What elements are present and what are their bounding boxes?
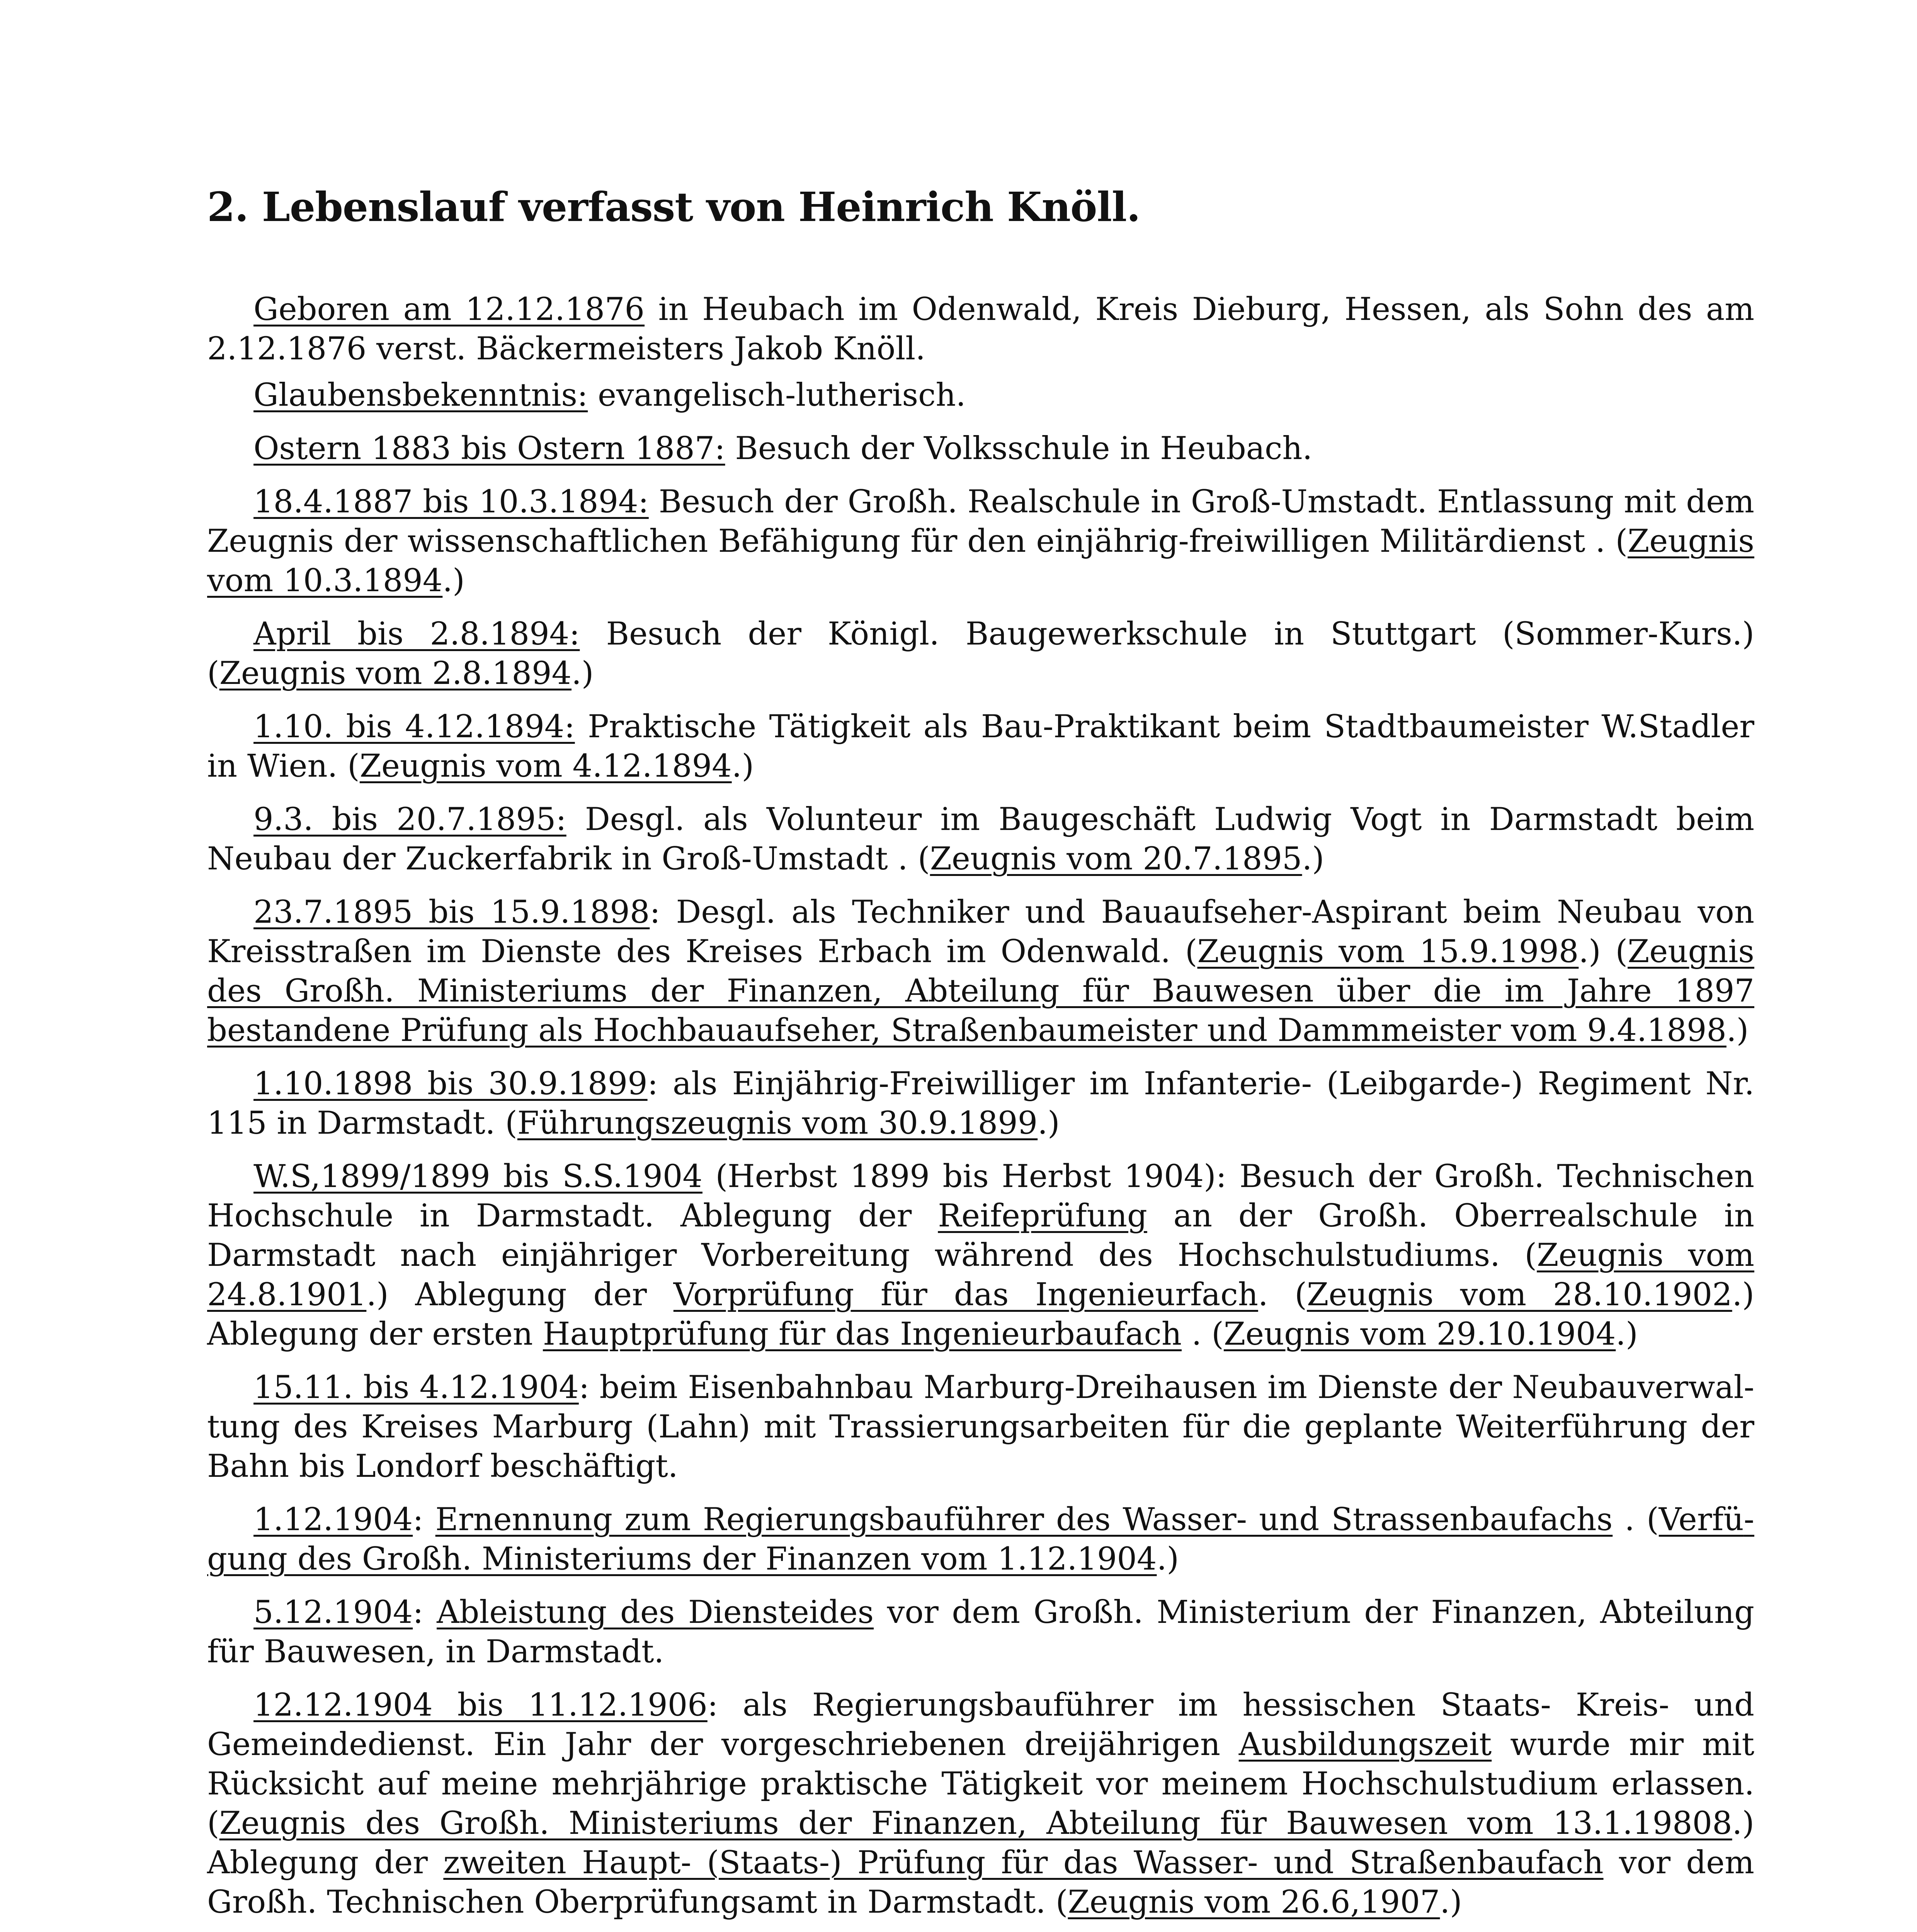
underlined-text: 1.10.1898 bis 30.9.1899: [253, 1066, 648, 1102]
paragraph: [207, 1368, 1754, 1486]
paragraph: [207, 429, 1754, 468]
text-segment: : als Einjährig-Freiwilliger im Infanterie- (Leibgarde-) Regiment Nr. 115 in Darmstadt. (: [207, 1066, 1754, 1141]
paragraph: [207, 376, 1754, 415]
text-segment: vor dem Großh. Ministerium der Finanzen, Abteilung für Bauwesen, in Darmstadt.: [207, 1594, 1754, 1670]
underlined-text: Ausbildungszeit: [1238, 1726, 1492, 1763]
underlined-text: 1.10. bis 4.12.1894:: [253, 709, 575, 745]
underlined-text: Geboren am 12.12.1876: [253, 291, 645, 328]
text-segment: .) Ablegung der ersten: [207, 1277, 1755, 1352]
underlined-text: Zeugnis vom 29.10.1904: [1223, 1316, 1616, 1352]
underlined-text: Zeugnis vom 28.10.1902: [1307, 1277, 1732, 1313]
text-segment: .): [1726, 1012, 1749, 1049]
underlined-text: Zeugnis vom 10.3.1894: [207, 523, 1754, 599]
text-segment: evangelisch-lutherisch.: [588, 377, 966, 413]
text-segment: : als Regierungsbauführer im hessischen Staats- Kreis- und Gemeindedienst. Ein Jahr der vorgeschriebenen dreijährigen: [207, 1687, 1755, 1763]
underlined-text: 12.12.1904 bis 11.12.1906: [253, 1687, 708, 1723]
text-segment: .): [731, 748, 754, 784]
text-segment: .): [572, 655, 594, 692]
underlined-text: Glaubensbekenntnis:: [253, 377, 588, 413]
underlined-text: Ableistung des Diensteides: [437, 1594, 874, 1631]
text-segment: . (: [1258, 1277, 1307, 1313]
text-segment: Desgl. als Volunteur im Baugeschäft Ludwig Vogt in Darmstadt beim Neubau der Zuckerfabrik in Groß-Umstadt . (: [207, 801, 1754, 877]
text-segment: : Desgl. als Techniker und Bauaufseher-Aspirant beim Neubau von Kreisstraßen im Dienste des Kreises Erbach im Odenwald. (: [207, 894, 1755, 970]
text-segment: vor dem Großh. Technischen Oberprüfungsamt in Darmstadt. (: [207, 1845, 1754, 1920]
text-segment: . (: [1182, 1316, 1224, 1352]
text-segment: :: [413, 1594, 437, 1631]
underlined-text: W.S,1899/1899 bis S.S.1904: [253, 1158, 703, 1195]
underlined-text: Zeugnis vom 15.9.1998: [1197, 934, 1579, 970]
text-segment: .): [442, 563, 465, 599]
text-segment: : beim Eisenbahnbau Marburg-Dreihausen im Dienste der Neubauverwaltung des Kreises Marburg (Lahn) mit Trassierungsarbeiten für die geplante Weiterführung der Bahn bis Londorf beschäftigt.: [207, 1369, 1754, 1485]
text-segment: in Heubach im Odenwald, Kreis Dieburg, Hessen, als Sohn des am 2.12.1876 verst. Bäckermeisters Jakob Knöll.: [207, 291, 1755, 367]
text-segment: .) (: [1579, 934, 1628, 970]
paragraph: [207, 707, 1754, 786]
text-segment: .): [1616, 1316, 1638, 1352]
paragraph: [207, 1500, 1754, 1579]
text-segment: .): [1038, 1105, 1060, 1141]
text-segment: Praktische Tätigkeit als Bau-Praktikant beim Stadtbaumeister W.Stadler in Wien. (: [207, 709, 1754, 784]
underlined-text: Zeugnis des Großh. Ministeriums der Finanzen, Abteilung für Bauwesen vom 13.1.19808: [219, 1805, 1732, 1842]
document-body: [207, 290, 1754, 1932]
text-segment: Besuch der Großh. Realschule in Groß-Umstadt. Entlassung mit dem Zeugnis der wissenschaftlichen Befähigung für den einjährig-freiwilligen Militärdienst . (: [207, 484, 1754, 560]
paragraph: [207, 290, 1754, 369]
underlined-text: Führungszeugnis vom 30.9.1899: [517, 1105, 1038, 1141]
paragraph: [207, 1685, 1754, 1922]
paragraph: [207, 1157, 1754, 1354]
paragraph: [207, 482, 1754, 600]
underlined-text: Zeugnis vom 2.8.1894: [219, 655, 572, 692]
text-segment: .): [1157, 1541, 1179, 1577]
text-segment: Besuch der Königl. Baugewerkschule in Stuttgart (Sommer-Kurs.) (: [207, 616, 1754, 692]
underlined-text: Ostern 1883 bis Ostern 1887:: [253, 430, 725, 467]
underlined-text: Zeugnis vom 4.12.1894: [359, 748, 732, 784]
text-segment: Besuch der Volksschule in Heubach.: [725, 430, 1313, 467]
underlined-text: zweiten Haupt- (Staats-) Prüfung für das Wasser- und Straßenbaufach: [443, 1845, 1604, 1881]
text-segment: wurde mir mit Rücksicht auf meine mehrjährige praktische Tätigkeit vor meinem Hochschulstudium erlassen. (: [207, 1726, 1754, 1842]
text-segment: (Herbst 1899 bis Herbst 1904): Besuch der Großh. Technischen Hochschule in Darmstadt. Ablegung der: [207, 1158, 1755, 1234]
text-segment: . (: [1613, 1502, 1659, 1538]
paragraph: [207, 614, 1754, 693]
text-segment: .): [1302, 841, 1324, 877]
text-segment: :: [413, 1502, 435, 1538]
underlined-text: Zeugnis vom 20.7.1895: [930, 841, 1302, 877]
paragraph: [207, 1593, 1754, 1672]
underlined-text: 1.12.1904: [253, 1502, 413, 1538]
underlined-text: Reifeprüfung: [938, 1198, 1147, 1234]
underlined-text: 23.7.1895 bis 15.9.1898: [253, 894, 650, 930]
paragraph: [207, 1064, 1754, 1143]
text-segment: .) Ablegung der: [366, 1277, 674, 1313]
paragraph: [207, 800, 1754, 879]
page-title: 2. Lebenslauf verfasst von Heinrich Knöll.: [207, 183, 1140, 231]
text-segment: an der Großh. Oberrealschule in Darmstadt nach einjähriger Vorbereitung während des Hochschulstudiums. (: [207, 1198, 1754, 1274]
underlined-text: Zeugnis vom 24.8.1901: [207, 1237, 1754, 1313]
underlined-text: April bis 2.8.1894:: [253, 616, 580, 652]
underlined-text: 18.4.1887 bis 10.3.1894:: [253, 484, 649, 520]
underlined-text: Zeugnis vom 26.6,1907: [1068, 1884, 1440, 1920]
underlined-text: 9.3. bis 20.7.1895:: [253, 801, 566, 838]
underlined-text: Hauptprüfung für das Ingenieurbaufach: [543, 1316, 1182, 1352]
underlined-text: Verfügung des Großh. Ministeriums der Finanzen vom 1.12.1904: [207, 1502, 1754, 1577]
underlined-text: 15.11. bis 4.12.1904: [253, 1369, 579, 1406]
underlined-text: Ernennung zum Regierungsbauführer des Wasser- und Strassenbaufachs: [435, 1502, 1613, 1538]
text-segment: .): [1440, 1884, 1462, 1920]
underlined-text: Vorprüfung für das Ingenieurfach: [673, 1277, 1258, 1313]
text-segment: .) Ablegung der: [207, 1805, 1754, 1881]
paragraph: [207, 893, 1754, 1050]
underlined-text: 5.12.1904: [253, 1594, 413, 1631]
underlined-text: Zeugnis des Großh. Ministeriums der Finanzen, Abteilung für Bauwesen über die im Jahre 1897 bestandene Prüfung als Hochbauaufseher, Straßenbaumeister und Dammmeister vom 9.4.1898: [207, 934, 1754, 1049]
